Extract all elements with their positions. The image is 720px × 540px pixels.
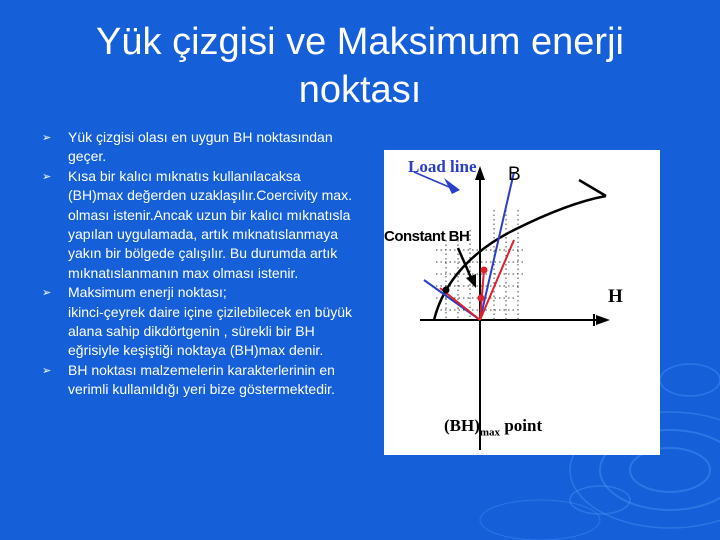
bullet-text: ikinci-çeyrek daire içine çizilebilecek en büyük alana sahip dikdörtgenin , sürekli bir BH eğrisiyle keşiştiği noktaya (BH)max denir. bbox=[68, 303, 353, 359]
bhmax-main: (BH) bbox=[444, 416, 480, 435]
h-axis-label: H bbox=[608, 286, 623, 307]
bh-curve bbox=[434, 196, 606, 320]
arrow-bullet-icon: ➢ bbox=[42, 287, 52, 300]
bullet-text: BH noktası malzemelerin karakterlerinin en verimli kullanıldığı yeri bize göstermektedir. bbox=[68, 361, 335, 398]
bullet-item bbox=[42, 361, 354, 400]
bullet-text: Yük çizgisi olası en uygun BH noktasından geçer. bbox=[68, 129, 333, 165]
constant-bh-line bbox=[480, 240, 514, 320]
operating-point bbox=[481, 267, 488, 274]
constant-bh-label: Constant BH bbox=[384, 228, 470, 245]
bhmax-rest: point bbox=[500, 416, 543, 435]
operating-point bbox=[478, 295, 485, 302]
bhmax-sub: max bbox=[479, 426, 501, 439]
bullet-item bbox=[42, 283, 354, 302]
bullet-text: Maksimum enerji noktası; bbox=[68, 284, 227, 301]
b-axis-label: B bbox=[508, 164, 521, 185]
h-axis-arrow bbox=[596, 315, 610, 325]
bhmax-point-label bbox=[444, 416, 542, 438]
arrow-bullet-icon: ➢ bbox=[42, 170, 52, 183]
bullet-text: Kısa bir kalıcı mıknatıs kullanılacaksa (BH)max değerden uzaklaşılır.Coercivity max. olması istenir.Ancak uzun bir kalıcı mıknatısla yapılan uygulamada, artık mıknatıslanmaya yakın bir bölgede çalışılır. Bu durumda artık mıknatıslanmanın max olması istenir. bbox=[68, 167, 352, 281]
bullet-list bbox=[42, 128, 354, 400]
bullet-item bbox=[42, 128, 354, 167]
load-line-label: Load line bbox=[408, 157, 477, 176]
load-line-diagram bbox=[384, 150, 660, 455]
slide-title: Yük çizgisi ve Maksimum enerji noktası bbox=[96, 21, 624, 111]
bullet-continuation bbox=[42, 303, 354, 361]
arrow-bullet-icon: ➢ bbox=[42, 364, 52, 377]
operating-point bbox=[443, 287, 450, 294]
bh-curve-top bbox=[579, 180, 606, 196]
arrow-bullet-icon: ➢ bbox=[42, 132, 52, 144]
bullet-item bbox=[42, 167, 354, 283]
